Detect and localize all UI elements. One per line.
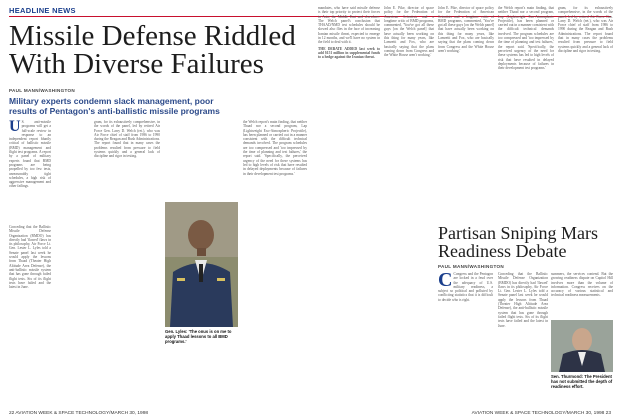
column-1-text: S. anti-missile programs will get a full-scale review in response to an independent report bluntly critical of ballistic missile (BMD) management and flight test programs. A report by a panel of military experts found that BMD programs are being propelled by too few tests, unreasonably tight schedules, a high risk of aggressive management and other failings. [9,120,51,189]
dropcap: U [9,118,21,135]
section-kicker: HEADLINE NEWS [9,6,76,15]
second-col2 [498,272,548,328]
second-col3 [551,272,613,298]
column-5-text: mandates, who have said missile defense is their top priority to protect their forces in Asia, the Middle East and elsewhere. The Welch panel's conclusion that THAAD/NMD test schedules should be slowed also flies in the face of increasing Iranian missile threat, expected to emerge in 12 months, and we'll have no system in the field to deal with it. [318,6,380,45]
column-4-text: the Welch report's main finding, that neither Thaad nor a second program, Lap (Lightweight Exo-Atmospheric Projectile), has been planned or carried out in a manner consistent with the difficult technical demands involved. The program schedules are too compressed and 'too impressed by the time of planning and test failures,' the report said. 'Specifically, the perceived urgency of the need for these systems has led to high levels of risk that have resulted in delayed deployments because of failures in their development test programs.' [243,120,307,176]
column-7 [498,6,554,70]
article-byline: PAUL MANN/WASHINGTON [9,88,75,93]
column-1b [9,225,51,289]
column-6b-text: John E. Pike, director of space policy for the Federation of American Scientists and a longtime critic of BMD programs, commented, 'You've got all these guys [on the Welch panel] that have actually been working on this thing for many years, like Lamretti and Fox, who are basically saying that the plans coming down from Congress and the White House aren't working.' [438,6,494,53]
thurmond-photo [551,320,613,372]
column-7-text: the Welch report's main finding, that neither Thaad nor a second program, Lap (Lightweight Exo-Atmospheric Projectile), has been planned or carried out in a manner consistent with the difficult technical demands involved. The program schedules are too compressed and 'too impressed by the time of planning and test failures,' the report said. 'Specifically, the perceived urgency of the need for these systems has led to high levels of risk that have resulted in delayed deployments because of failures in their development test programs.' [498,6,554,71]
article-deck: Military experts condemn slack management, poor results of Pentagon's anti-ballistic missile programs [9,96,220,116]
second-col2-text: Conceding that the Ballistic Missile Defense Organization (BMDO) has directly had 'flawed' flaws in its philosophy, Air Force Lt. Gen. Lester L. Lyles told a Senate panel last week he would apply the lessons from Thaad (Theater High Altitude Area Defense), the anti-ballistic missile system that has gone through failed flight tests. Six of its flight tests have failed and the latest in June. [498,272,548,328]
caption2-text: Sen. Thurmond: The President has not submitted the depth of readiness effort. [551,374,613,389]
second-headline: Partisan Sniping Mars Readiness Debate [438,223,598,261]
column-6 [438,6,494,53]
column-4 [318,6,380,61]
second-body-text: Congress and the Pentagon are locked in a feud over the adequacy of U.S. military readiness, a subject so political and polluted by conflicting statistics that it is difficult to decide who is right. [438,272,493,302]
column-2 [94,120,160,159]
photo2-caption [551,374,613,389]
footer-right: AVIATION WEEK & SPACE TECHNOLOGY/MARCH 30, 1998 23 [471,411,611,416]
column-8-text: gram, for its exhaustively comprehensive, in the words of the panel, led by retired Air Force Gen. Larry D. Welch (ret.), who was Air Force chief of staff from 1986 to 1990 during the Reagan and Bush Administrations. The report found that in many cases the problems resulted from pressure to field systems quickly and a general lack of discipline and rigor in testing. [558,6,613,53]
photo-caption [165,329,238,344]
second-col3-text: summers, the services contend. But the growing readiness dispute on Capitol Hill involves more than the volume of information. Congress receives on the accuracy of various statistical and technical readiness measurements. [551,272,613,298]
column-8 [558,6,613,53]
column-3 [243,120,307,176]
footer-left: 22 AVIATION WEEK & SPACE TECHNOLOGY/MARCH 30, 1998 [9,411,149,416]
second-byline: PAUL MANN/WASHINGTON [438,264,504,269]
column-3-text: gram, for its exhaustively comprehensive, in the words of the panel, led by retired Air Force Gen. Larry D. Welch (ret.), who was Air Force chief of staff from 1986 to 1990 during the Reagan and Bush Administrations. The report found that in many cases the problems resulted from pressure to field systems quickly and a general lack of discipline and rigor in testing. [94,120,160,159]
caption-text: Gen. Lyles: 'The onus is on me to apply Thaad lessons to all BMD programs.' [165,329,232,344]
column-2-text: Conceding that the Ballistic Missile Defense Organization (BMDO) has directly had 'flawed' flaws in its philosophy, Air Force Lt. Gen. Lester L. Lyles told a Senate panel last week he would apply the lessons from Thaad (Theater High Altitude Area Defense), the anti-ballistic missile system that has gone through failed flight tests. Six of its flight tests have failed and the latest in June. [9,225,51,290]
column-1 [9,120,51,189]
pull-text: THE DEBATE ADDED last week to add $151 million in supplemental funds to a hedge against the Iranian threat. [318,46,380,60]
article-headline: Missile Defense Riddled With Diverse Failures [9,20,296,80]
column-5 [384,6,434,58]
second-dropcap: C [438,269,453,291]
column-6-text: John E. Pike, director of space policy for the Federation of American Scientists and a longtime critic of BMD programs, commented, 'You've got all these guys [on the Welch panel] that have actually been working on this thing for many years, like Lamretti and Fox, who are basically saying that the plans coming down from Congress and the White House aren't working.' [384,6,434,58]
second-body [438,269,493,302]
lyles-photo [165,202,238,327]
